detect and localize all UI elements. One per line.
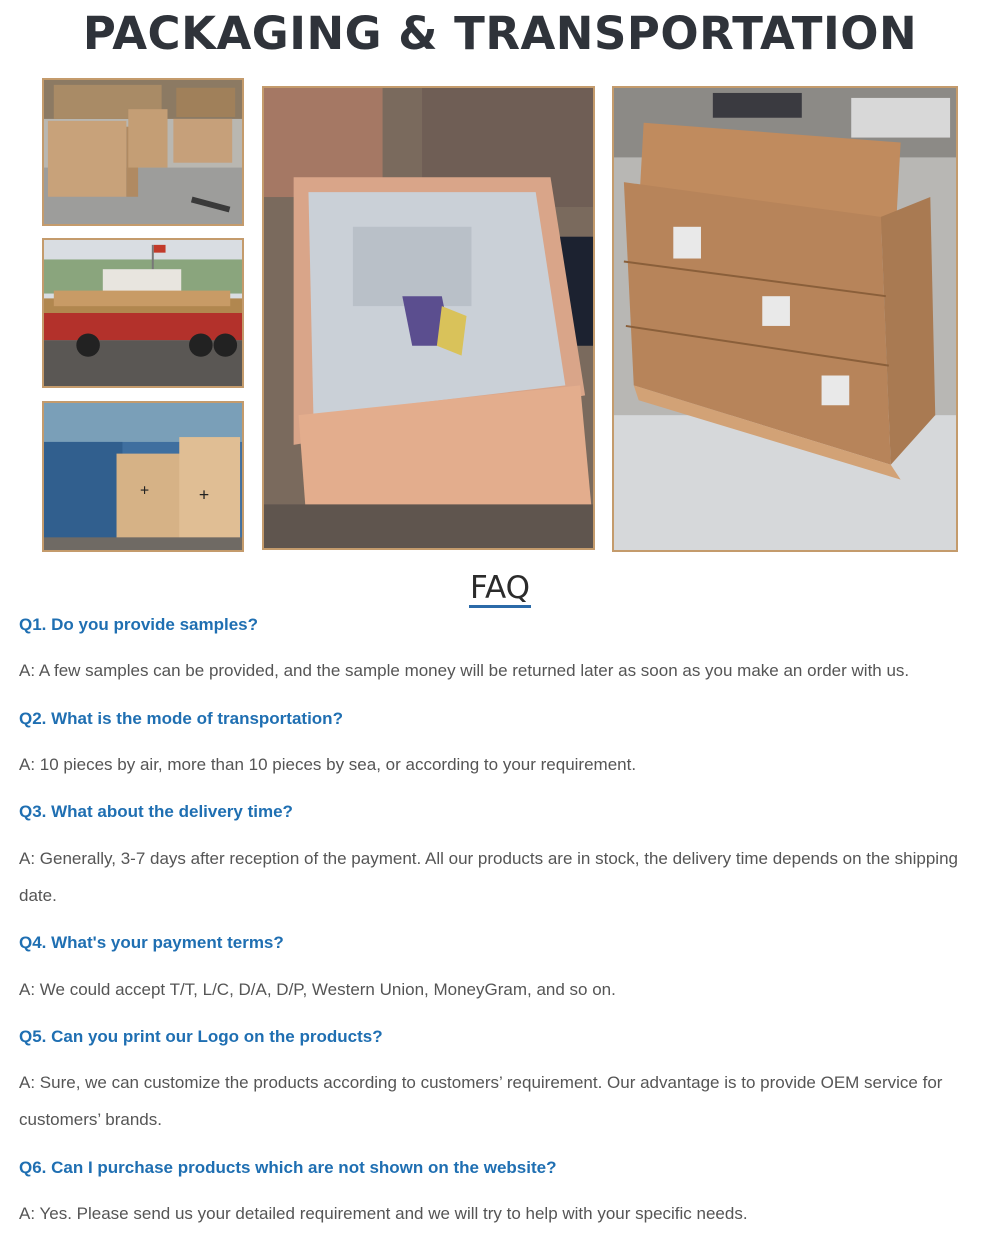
faq-title-text: FAQ bbox=[469, 570, 531, 606]
photo-cartons-on-pallet bbox=[612, 86, 958, 552]
photo-crates-in-container bbox=[42, 401, 244, 552]
faq-answer-2: A: 10 pieces by air, more than 10 pieces by sea, or according to your requirement. bbox=[19, 755, 637, 774]
photo-wooden-crates-warehouse bbox=[42, 78, 244, 226]
svg-text:+: + bbox=[140, 482, 150, 500]
faq-answer-5: A: Sure, we can customize the products according to customers’ requirement. Our advantage is to provide OEM service for customers’ brands. bbox=[19, 1073, 943, 1129]
faq-question-4: Q4. What's your payment terms? bbox=[19, 933, 284, 952]
svg-text:+: + bbox=[198, 484, 210, 505]
faq-heading bbox=[0, 570, 1000, 608]
faq-answer-3: A: Generally, 3-7 days after reception of the payment. All our products are in stock, the delivery time depends on the shipping date. bbox=[19, 849, 958, 905]
faq-question-3: Q3. What about the delivery time? bbox=[19, 802, 293, 821]
faq-question-6: Q6. Can I purchase products which are not shown on the website? bbox=[19, 1158, 557, 1177]
photo-plywood-box-wrapped-product bbox=[262, 86, 595, 550]
faq-answer-4: A: We could accept T/T, L/C, D/A, D/P, Western Union, MoneyGram, and so on. bbox=[19, 980, 616, 999]
page-title: PACKAGING & TRANSPORTATION bbox=[82, 7, 918, 60]
faq-answer-1: A: A few samples can be provided, and the sample money will be returned later as soon as you make an order with us. bbox=[19, 661, 910, 680]
faq-question-2: Q2. What is the mode of transportation? bbox=[19, 709, 343, 728]
photo-truck-loading bbox=[42, 238, 244, 388]
faq-question-5: Q5. Can you print our Logo on the products? bbox=[19, 1027, 383, 1046]
faq-question-1: Q1. Do you provide samples? bbox=[19, 615, 259, 634]
faq-answer-6: A: Yes. Please send us your detailed requirement and we will try to help with your specific needs. bbox=[19, 1204, 748, 1223]
